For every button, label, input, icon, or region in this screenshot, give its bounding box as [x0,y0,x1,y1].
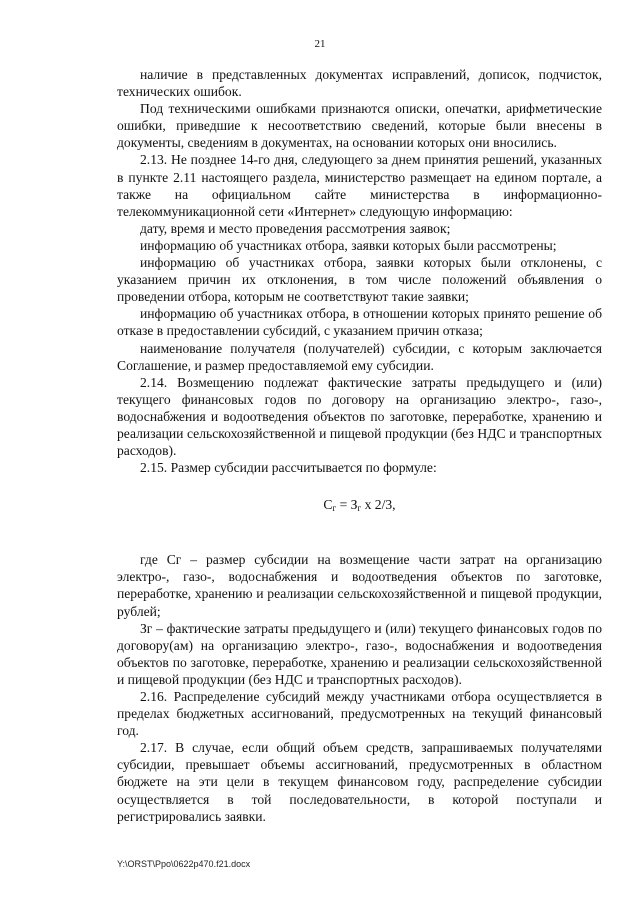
formula-rhs: З [350,497,358,513]
paragraph: Зг – фактические затраты предыдущего и (или) текущего финансовых годов по договору(ам) на организацию электро-, газо-, водоснабжения и водоотведения объектов по заготовке, переработке, хранению и реализации сельскохозяйственной и пищевой продукции (без НДС и транспортных расходов). [117,620,602,687]
file-path-footer: Y:\ORST\Ppo\0622p470.f21.docx [117,859,251,869]
paragraphs-top [117,66,602,476]
formula-eq: = [336,497,351,513]
formula-lhs-sub: г [332,503,337,514]
paragraph: информацию об участниках отбора, в отношении которых принято решение об отказе в предоставлении субсидий, с указанием причин отказа; [117,306,602,339]
paragraph: где Сг – размер субсидии на возмещение части затрат на организацию электро-, газо-, водоснабжения и водоотведения объектов по заготовке, переработке, хранению и реализации сельскохозяйственной и пищевой продукции, рублей; [117,552,602,619]
paragraph: дату, время и место проведения рассмотрения заявок; [140,220,451,236]
paragraphs-bottom [117,551,602,825]
paragraph: информацию об участниках отбора, заявки которых были отклонены, с указанием причин их отклонения, в том числе положений объявления о проведении отбора, которым не соответствуют такие заявки; [117,255,602,305]
paragraph: Под техническими ошибками признаются описки, опечатки, арифметические ошибки, приведшие к несоответствию сведений, которые были внесены в документы, сведениям в документах, на основании которых они вносились. [117,101,602,151]
paragraph: наличие в представленных документах исправлений, дописок, подчисток, технических ошибок. [117,67,602,100]
paragraph: 2.17. В случае, если общий объем средств, запрашиваемых получателями субсидии, превышает объемы ассигнований, предусмотренных в областном бюджете на эти цели в текущем финансовом году, распределение субсидии осуществляется в той последовательности, в которой поступали и регистрировались заявки. [117,740,602,824]
paragraph: 2.15. Размер субсидии рассчитывается по формуле: [140,460,437,476]
formula-rhs-sub: г [357,503,362,514]
document-body [117,66,602,825]
paragraph: 2.16. Распределение субсидий между участниками отбора осуществляется в пределах бюджетных ассигнований, предусмотренных на текущий финансовый год. [117,689,602,739]
formula-lhs: С [323,497,333,513]
formula-tail: х 2/3, [361,497,396,513]
formula [117,496,602,517]
paragraph: 2.14. Возмещению подлежат фактические затраты предыдущего и (или) текущего финансовых годов по договору на организацию электро-, газо-, водоснабжения и водоотведения объектов по заготовке, переработке, хранению и реализации сельскохозяйственной и пищевой продукции (без НДС и транспортных расходов). [117,374,602,459]
page-number: 21 [314,38,326,50]
paragraph: 2.13. Не позднее 14-го дня, следующего за днем принятия решений, указанных в пункте 2.11 настоящего раздела, министерство размещает на едином портале, а также на официальном сайте министерства в информационно-телекоммуникационной сети «Интернет» следующую информацию: [117,152,602,219]
paragraph: наименование получателя (получателей) субсидии, с которым заключается Соглашение, и размер предоставляемой ему субсидии. [117,340,602,373]
paragraph: информацию об участниках отбора, заявки которых были рассмотрены; [140,237,557,253]
